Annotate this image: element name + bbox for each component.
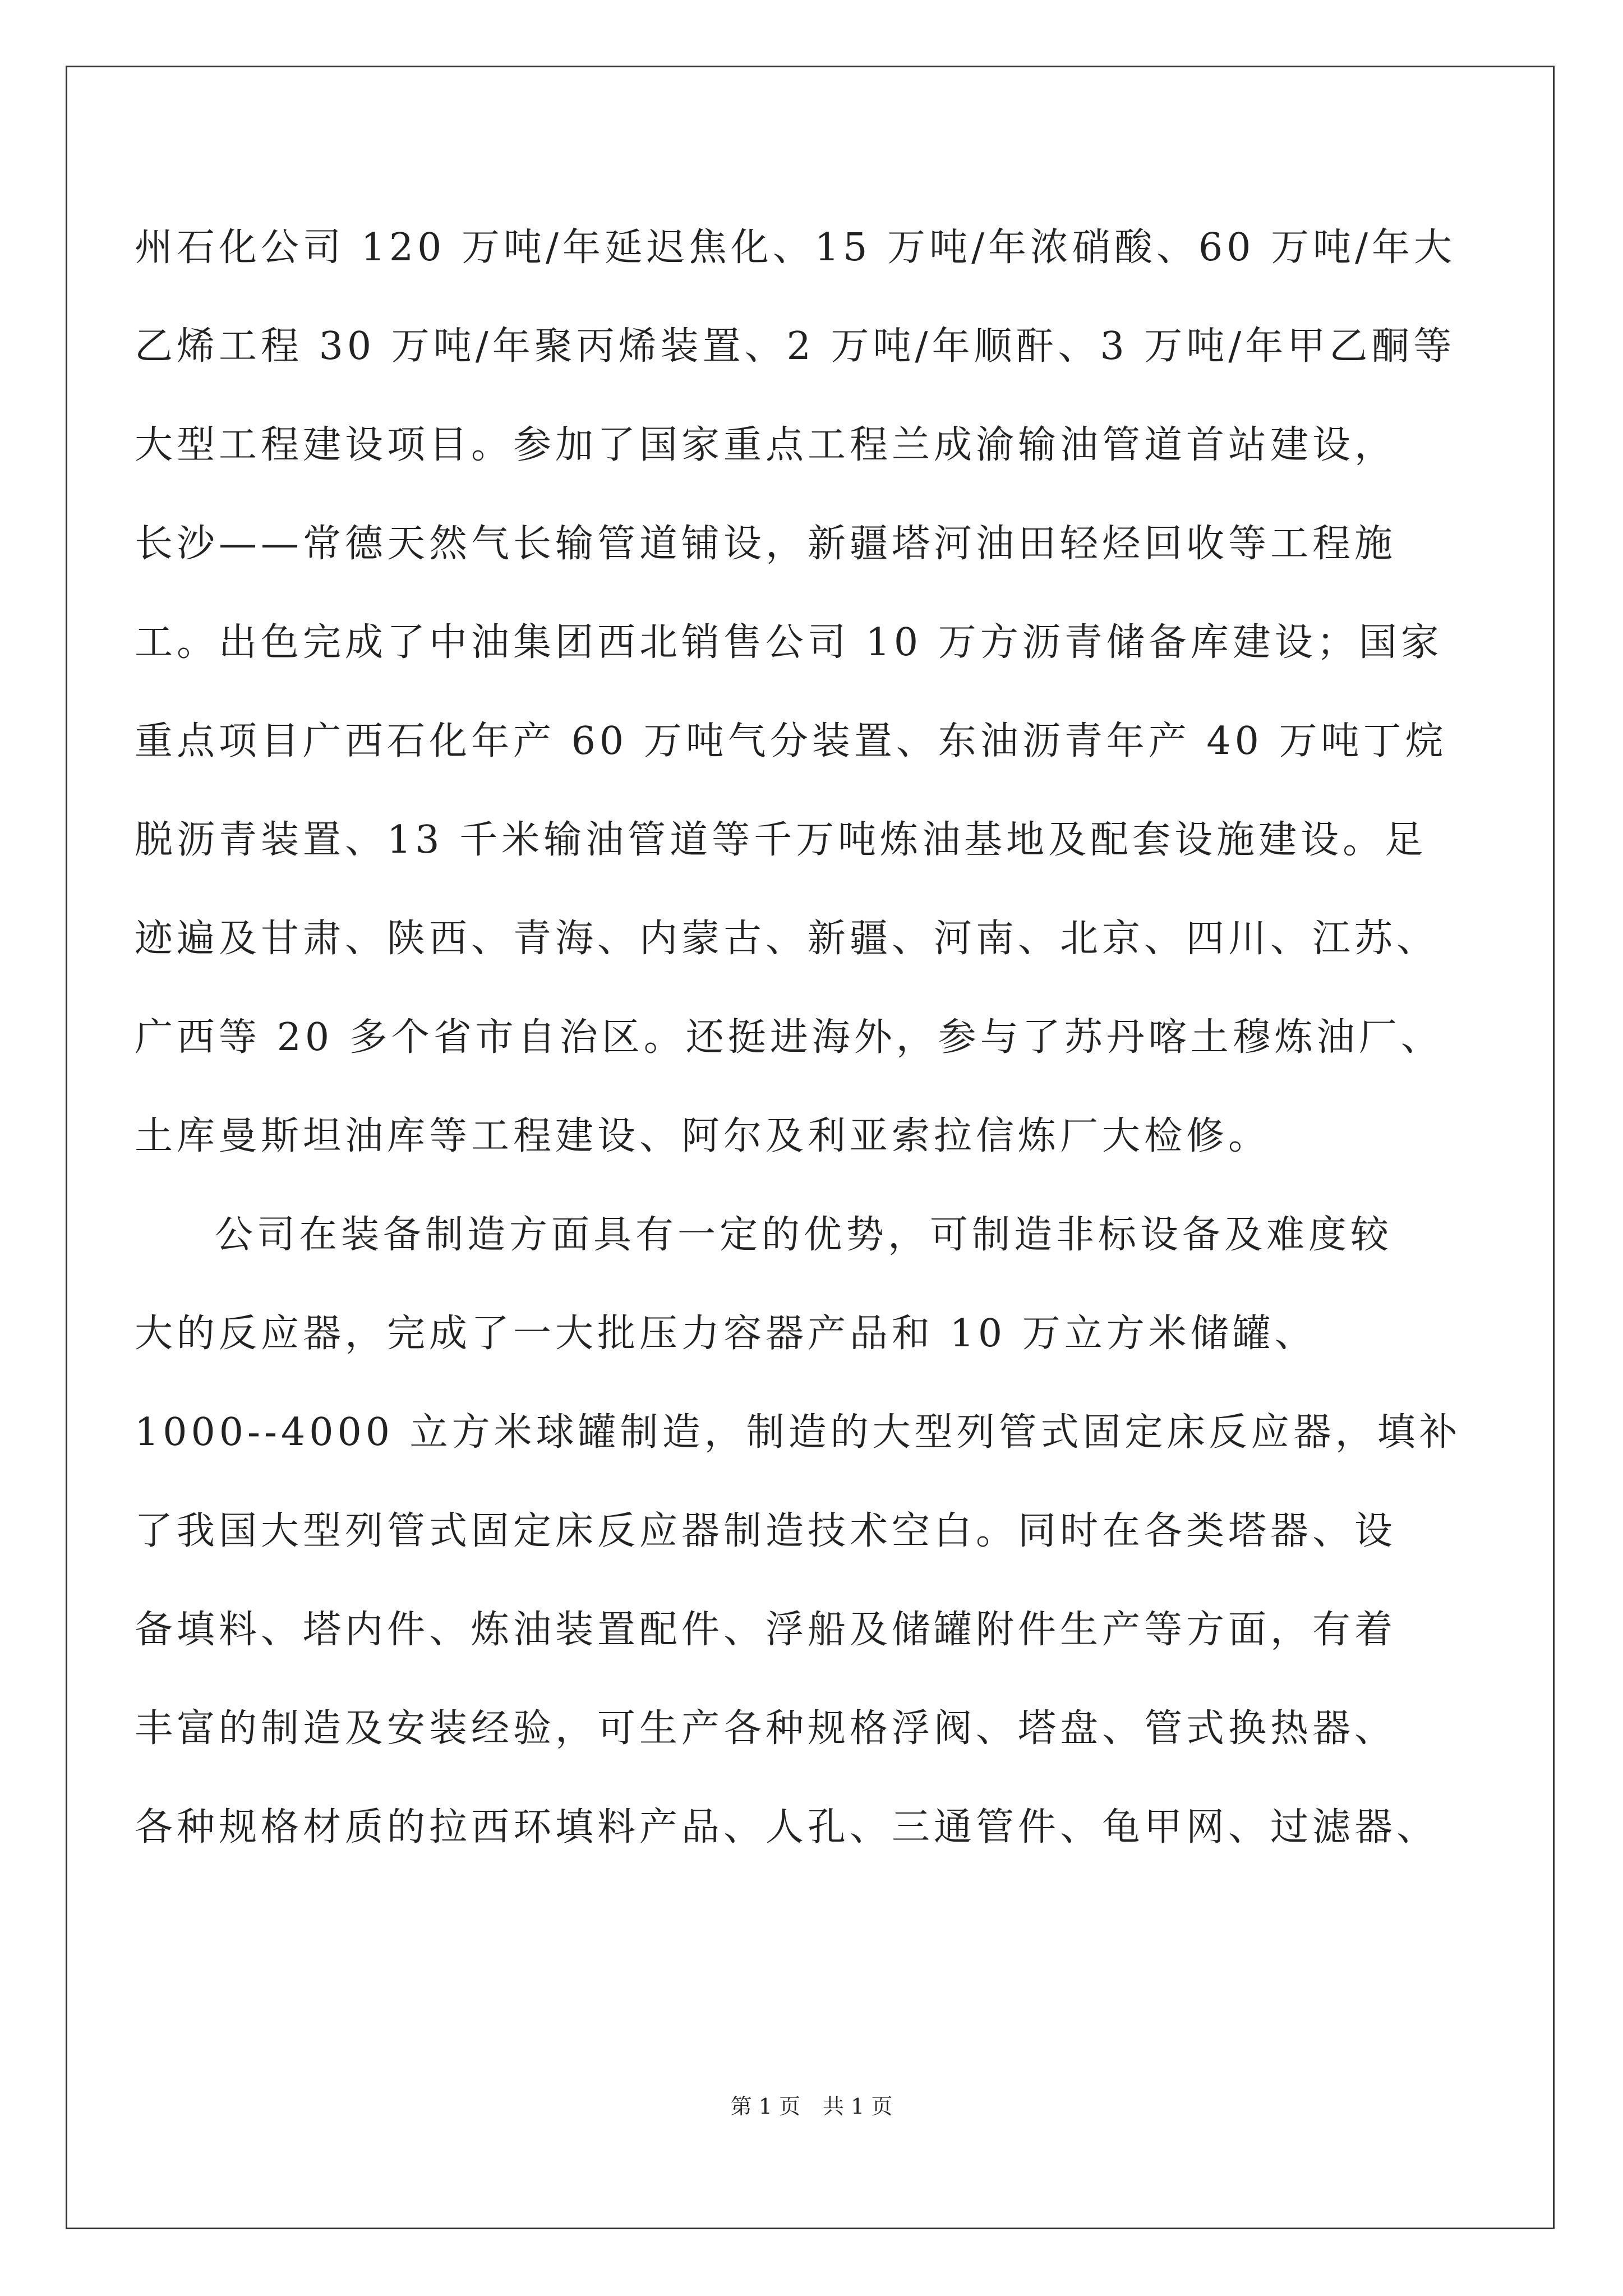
text-line: 了我国大型列管式固定床反应器制造技术空白。同时在各类塔器、设 <box>135 1509 1397 1553</box>
text-line: 长沙——常德天然气长输管道铺设，新疆塔河油田轻烃回收等工程施 <box>135 522 1397 566</box>
text-line: 备填料、塔内件、炼油装置配件、浮船及储罐附件生产等方面，有着 <box>135 1608 1397 1652</box>
text-line: 州石化公司 120 万吨/年延迟焦化、15 万吨/年浓硝酸、60 万吨/年大 <box>135 226 1456 270</box>
text-line: 各种规格材质的拉西环填料产品、人孔、三通管件、龟甲网、过滤器、 <box>135 1805 1439 1849</box>
text-line: 大型工程建设项目。参加了国家重点工程兰成渝输油管道首站建设， <box>135 423 1397 467</box>
paragraph-first-line: 公司在装备制造方面具有一定的优势，可制造非标设备及难度较 <box>215 1213 1393 1257</box>
text-line: 迹遍及甘肃、陕西、青海、内蒙古、新疆、河南、北京、四川、江苏、 <box>135 917 1439 961</box>
text-line: 土库曼斯坦油库等工程建设、阿尔及利亚索拉信炼厂大检修。 <box>135 1114 1271 1158</box>
text-line: 丰富的制造及安装经验，可生产各种规格浮阀、塔盘、管式换热器、 <box>135 1706 1397 1751</box>
page-number: 第 1 页 <box>730 2094 800 2119</box>
page-total: 共 1 页 <box>823 2094 893 2119</box>
text-line: 重点项目广西石化年产 60 万吨气分装置、东油沥青年产 40 万吨丁烷 <box>135 719 1447 763</box>
page-footer <box>0 2092 1623 2120</box>
text-line: 大的反应器，完成了一大批压力容器产品和 10 万立方米储罐、 <box>135 1312 1317 1356</box>
text-line: 广西等 20 多个省市自治区。还挺进海外，参与了苏丹喀土穆炼油厂、 <box>135 1015 1443 1060</box>
text-line: 脱沥青装置、13 千米输油管道等千万吨炼油基地及配套设施建设。足 <box>135 818 1427 862</box>
text-line: 乙烯工程 30 万吨/年聚丙烯装置、2 万吨/年顺酐、3 万吨/年甲乙酮等 <box>135 324 1456 369</box>
text-line: 1000--4000 立方米球罐制造，制造的大型列管式固定床反应器，填补 <box>135 1410 1461 1455</box>
text-line: 工。出色完成了中油集团西北销售公司 10 万方沥青储备库建设；国家 <box>135 620 1443 665</box>
